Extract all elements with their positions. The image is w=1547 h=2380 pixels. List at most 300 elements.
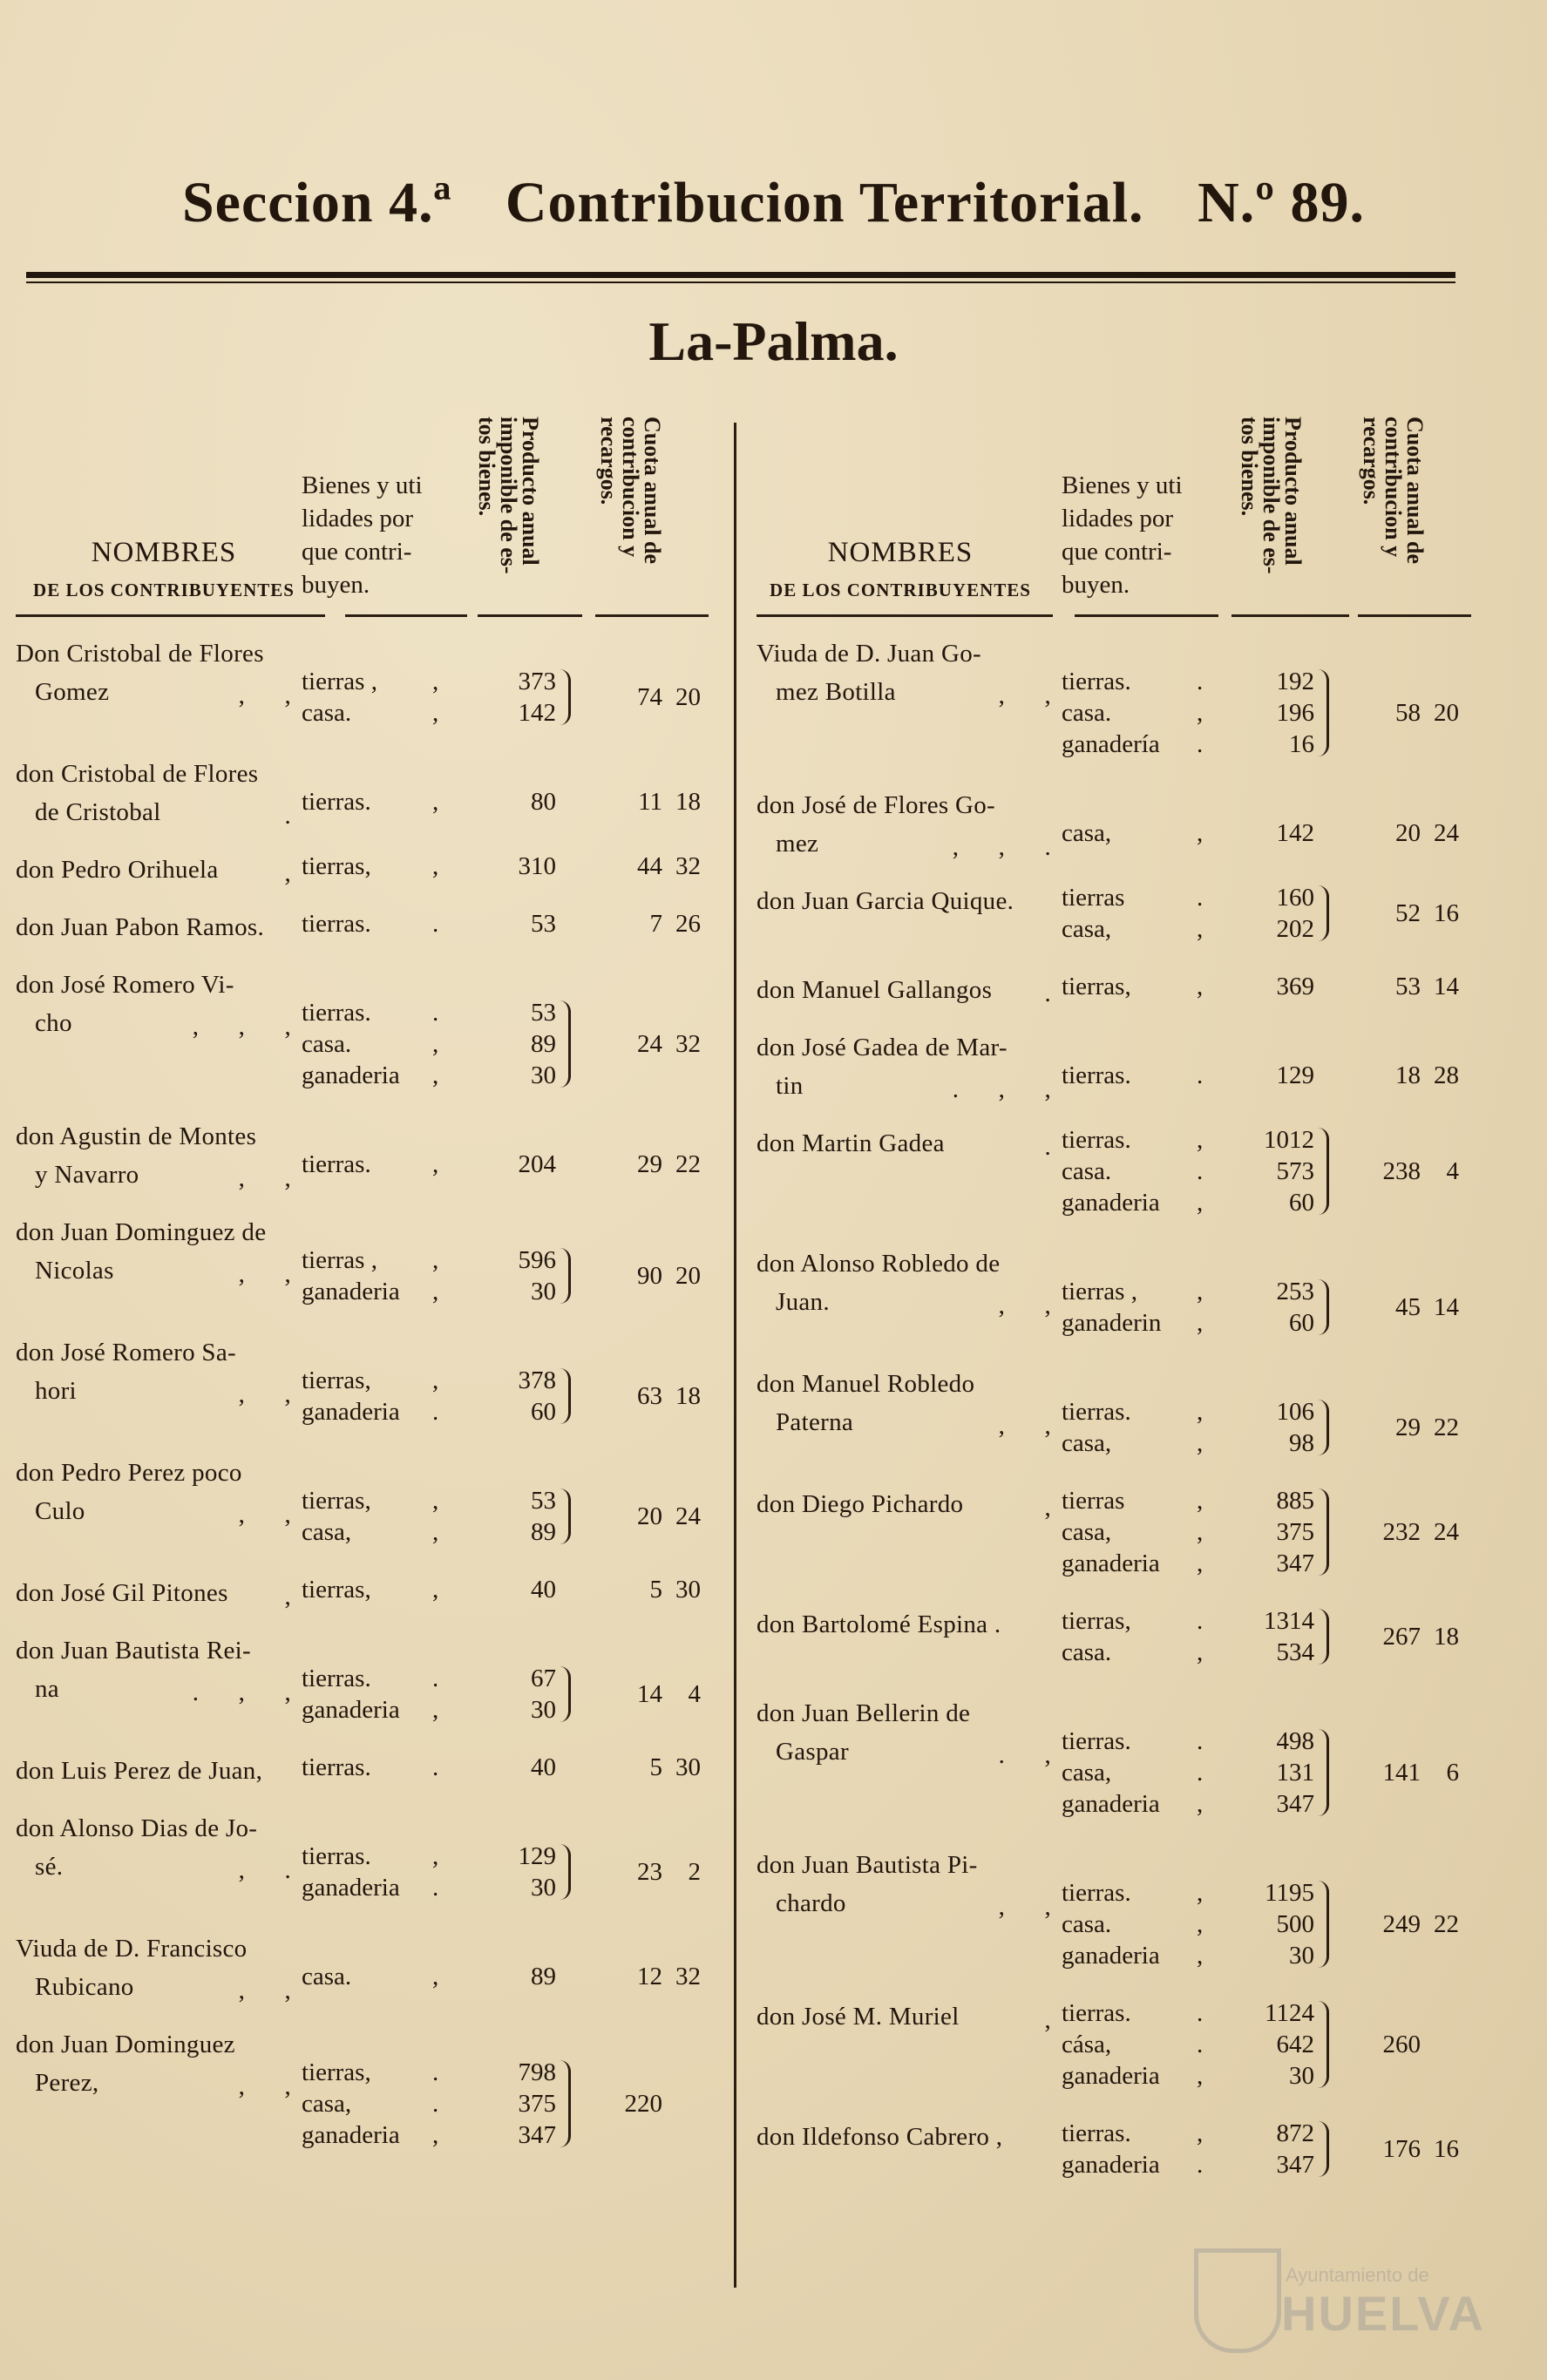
property-row [1062,1909,1314,1940]
property-type: tierras , [1062,1278,1137,1305]
property-punctuation: , [1197,2119,1204,2147]
header-bienes [1062,469,1183,601]
property-list [302,666,556,729]
property-row [1062,1156,1314,1187]
property-row [1062,1940,1314,1971]
contributor-name-line: Viuda de D. Juan Go- [757,640,981,668]
contributor-name-line: don Cristobal de Flores [16,760,259,788]
producto-value: 89 [531,1518,556,1546]
producto-value: 142 [1276,819,1314,847]
property-type: ganaderia [302,1278,400,1305]
contributor-name-line: don José Romero Sa- [16,1339,236,1366]
header-bienes-line: que contri- [1062,538,1172,566]
property-row [1062,1427,1314,1459]
property-list [302,1841,556,1903]
name-punctuation: , , [238,1260,291,1288]
contributor-entry [757,1598,1471,1687]
name-punctuation: , , [998,681,1051,709]
name-punctuation: . [284,802,291,830]
contributor-name [757,882,1051,920]
property-punctuation: . [1197,884,1204,912]
header-names-line1: NOMBRES [91,537,237,568]
producto-value: 53 [531,1487,556,1515]
header-producto: Producto anual imponible de es-tos bienes. [474,417,543,574]
property-row [302,1694,556,1726]
property-punctuation: , [1197,1309,1204,1337]
name-punctuation: , [1044,2006,1051,2034]
contributor-name-line: na [35,1675,59,1703]
name-punctuation: , , [998,1412,1051,1440]
property-type: casa. [1062,1910,1112,1938]
cuota-fraction: 32 [675,852,701,880]
property-row [302,786,556,817]
cuota-fraction: 4 [1446,1157,1459,1185]
property-list [302,1663,556,1726]
property-row [1062,817,1314,849]
property-row [1062,1726,1314,1757]
producto-value: 40 [531,1753,556,1781]
name-punctuation: . [1044,980,1051,1007]
cuota-units: 238 [1382,1157,1421,1185]
property-punctuation: , [432,1366,439,1394]
property-type: tierras. [1062,668,1131,695]
brace-bracket [560,1000,571,1088]
property-punctuation: , [432,788,439,816]
header-underline [345,614,467,617]
contributor-entry [757,1358,1471,1478]
contributor-entry [757,1839,1471,1990]
header-producto: Producto anual imponible de es-tos bienes. [1237,417,1306,574]
property-punctuation: , [1197,1126,1204,1154]
property-row [302,1276,556,1307]
producto-value: 196 [1276,699,1314,727]
property-row [1062,1485,1314,1516]
name-punctuation: , [284,859,291,887]
property-row [302,1365,556,1396]
property-row [302,1396,556,1427]
cuota-units: 12 [637,1963,662,1990]
property-row [1062,1060,1314,1091]
cuota-fraction: 16 [1434,2135,1459,2163]
brace-bracket [1318,1488,1329,1576]
property-row [1062,2060,1314,2092]
property-punctuation: , [1197,2062,1204,2090]
contributor-entry [16,1326,713,1447]
contributor-entry [757,1117,1471,1237]
producto-value: 369 [1276,973,1314,1000]
producto-value: 347 [518,2121,556,2149]
producto-value: 67 [531,1665,556,1692]
property-row [1062,1788,1314,1820]
contributor-name-line: Don Cristobal de Flores [16,640,264,668]
property-row [1062,2029,1314,2060]
contributor-name [16,1752,291,1790]
property-list [1062,1124,1314,1218]
contributor-entry [16,1206,713,1326]
producto-value: 98 [1289,1429,1314,1457]
contributor-entry [757,1021,1471,1117]
cuota-units: 5 [649,1753,662,1781]
name-punctuation: , [1044,1494,1051,1522]
property-list [302,2057,556,2151]
contributor-name-line: Paterna [776,1408,854,1436]
header-names [16,537,312,601]
cuota-value [638,786,701,817]
producto-value: 129 [518,1842,556,1870]
property-punctuation: . [432,1874,439,1902]
contributor-name-line: Culo [35,1497,85,1525]
cuota-units: 74 [637,683,662,711]
brace-bracket [560,1368,571,1424]
contributor-entry [757,779,1471,875]
property-row [1062,1637,1314,1668]
cuota-units: 220 [624,2090,662,2118]
cuota-value [650,1752,702,1783]
property-list [1062,1726,1314,1820]
producto-value: 60 [1289,1189,1314,1217]
producto-value: 160 [1276,884,1314,912]
contributor-name [757,1605,1051,1644]
header-bienes-line: lidades por [302,505,414,532]
cuota-value [637,1501,701,1532]
property-punctuation: . [1197,1999,1204,2027]
contributor-name [757,1997,1051,2036]
cuota-value [637,851,701,882]
header-rule-thin [26,281,1455,283]
property-punctuation: . [1197,1759,1204,1787]
contributor-name-line: don José Gadea de Mar- [757,1034,1008,1061]
producto-value: 204 [518,1150,556,1178]
contributor-name-line: de Cristobal [35,798,161,826]
name-punctuation: , , [998,1893,1051,1921]
producto-value: 498 [1276,1727,1314,1755]
property-punctuation: . [1197,1727,1204,1755]
property-punctuation: . [1197,2031,1204,2058]
producto-value: 596 [518,1246,556,1274]
property-punctuation: , [1197,1942,1204,1970]
property-punctuation: , [432,1278,439,1305]
name-punctuation: , , [238,1164,291,1192]
property-list [1062,882,1314,945]
property-punctuation: , [1197,1549,1204,1577]
property-list [302,1365,556,1427]
cuota-fraction: 14 [1434,1293,1459,1321]
name-punctuation: , , [238,681,291,709]
property-type: tierras. [1062,1727,1131,1755]
contributor-name-line: Perez, [35,2069,99,2097]
cuota-fraction: 14 [1434,973,1459,1000]
producto-value: 347 [1276,1549,1314,1577]
property-punctuation: . [432,2090,439,2118]
contributor-entry [757,1990,1471,2111]
contributor-entry [757,627,1471,779]
property-type: casa, [302,1518,352,1546]
brace-bracket [1318,2001,1329,2088]
cuota-fraction: 18 [1434,1623,1459,1651]
property-type: ganaderia [1062,2062,1160,2090]
contributor-name [757,786,1051,863]
producto-value: 1012 [1264,1126,1314,1154]
property-row [302,908,556,939]
contributor-name [16,908,291,946]
producto-value: 573 [1276,1157,1314,1185]
cuota-value [1383,2133,1460,2165]
cuota-units: 58 [1395,699,1421,727]
producto-value: 16 [1289,730,1314,758]
property-row [1062,697,1314,729]
contributor-name-line: don José Romero Vi- [16,971,234,999]
brace-bracket [1318,1729,1329,1816]
property-punctuation: . [1197,1157,1204,1185]
property-type: tierras , [302,668,377,695]
cuota-fraction: 32 [675,1030,701,1058]
property-row [302,1663,556,1694]
property-row [1062,2149,1314,2180]
property-row [302,1060,556,1091]
brace-bracket [1318,885,1329,941]
property-punctuation: , [1197,819,1204,847]
property-type: ganaderia [302,2121,400,2149]
property-row [1062,1276,1314,1307]
property-type: casa. [302,699,352,727]
property-punctuation: , [432,1061,439,1089]
name-punctuation: , , [238,1501,291,1529]
producto-value: 30 [531,1061,556,1089]
property-punctuation: . [1197,730,1204,758]
producto-value: 1195 [1265,1879,1314,1907]
producto-value: 500 [1276,1910,1314,1938]
property-row [302,697,556,729]
property-list [302,908,556,939]
property-list [302,1574,556,1605]
property-punctuation: , [1197,1879,1204,1907]
property-punctuation: , [1197,1790,1204,1818]
producto-value: 798 [518,2058,556,2086]
property-list [1062,1396,1314,1459]
property-row [1062,1307,1314,1339]
property-type: tierras, [1062,973,1131,1000]
coat-of-arms-icon [1194,2248,1281,2353]
cuota-units: 176 [1382,2135,1421,2163]
cuota-value [637,1678,701,1710]
contributor-name [757,971,1051,1009]
property-list [302,1244,556,1307]
property-type: ganaderia [302,1874,400,1902]
property-type: casa, [1062,1518,1112,1546]
cuota-value [1383,1156,1460,1187]
name-punctuation: . , , [192,1678,291,1706]
property-type: casa, [1062,915,1112,943]
cuota-units: 18 [1395,1061,1421,1089]
property-row [1062,729,1314,760]
producto-value: 30 [531,1696,556,1724]
producto-value: 30 [1289,2062,1314,2090]
producto-value: 129 [1276,1061,1314,1089]
cuota-fraction: 20 [675,683,701,711]
cuota-value [1383,1757,1460,1788]
contributor-name-line: don Diego Pichardo [757,1490,964,1518]
contributor-name [757,1846,1051,1922]
property-list [1062,1997,1314,2092]
contributor-name [757,1694,1051,1771]
contributor-name-line: don Juan Dominguez de [16,1218,267,1246]
contributor-name [16,634,291,711]
property-punctuation: . [432,999,439,1027]
cuota-value [637,681,701,713]
header-bienes-line: buyen. [1062,571,1130,599]
property-row [302,1574,556,1605]
property-punctuation: , [432,1246,439,1274]
header-bienes-line: lidades por [1062,505,1174,532]
cuota-units: 11 [638,788,662,816]
cuota-fraction: 24 [675,1502,701,1530]
header-names-line2: DE LOS CONTRIBUYENTES [33,580,295,600]
contributor-entry [16,2018,713,2170]
property-type: ganaderia [1062,2151,1160,2179]
cuota-units: 249 [1382,1910,1421,1938]
property-punctuation: , [1197,1487,1204,1515]
property-row [302,666,556,697]
property-type: tierras [1062,884,1125,912]
brace-bracket [1318,1400,1329,1455]
property-row [302,1244,556,1276]
contributor-name-line: Juan. [776,1288,830,1316]
cuota-value [1395,1060,1459,1091]
property-list [1062,666,1314,760]
property-list [302,1149,556,1180]
brace-bracket [1318,669,1329,756]
property-punctuation: , [1197,1910,1204,1938]
cuota-units: 20 [1395,819,1421,847]
contributor-name [757,634,1051,711]
contributor-name [16,1809,291,1886]
contributor-name-line: don Juan Pabon Ramos. [16,913,265,941]
property-row [1062,2118,1314,2149]
town-title: La-Palma. [648,310,899,372]
contributor-list [757,627,1471,2200]
cuota-value [637,1260,701,1292]
contributor-name [16,1574,291,1612]
property-type: tierras. [302,999,371,1027]
property-row [302,2057,556,2088]
contributor-name-line: chardo [776,1889,846,1917]
cuota-fraction: 6 [1446,1759,1459,1787]
contributor-entry [757,1687,1471,1839]
contributor-entry [16,1624,713,1745]
contributor-name-line: don Juan Dominguez [16,2031,235,2058]
producto-value: 106 [1276,1398,1314,1426]
contributor-name [16,755,291,831]
property-punctuation: , [432,1842,439,1870]
name-punctuation: . [1044,1133,1051,1161]
cuota-value [625,2088,702,2119]
property-punctuation: . [432,910,439,938]
cuota-units: 90 [637,1262,662,1290]
name-punctuation: , , [238,1380,291,1408]
cuota-value [650,908,702,939]
cuota-fraction: 30 [675,1753,701,1781]
contributor-name [16,1213,291,1290]
contributor-name [16,1333,291,1410]
property-type: tierras, [302,1487,371,1515]
producto-value: 53 [531,910,556,938]
cuota-value [637,1380,701,1412]
property-type: ganaderia [302,1061,400,1089]
cuota-fraction: 28 [1434,1061,1459,1089]
cuota-value [637,1028,701,1060]
cuota-value [1395,817,1459,849]
property-type: tierras. [302,1842,371,1870]
property-type: tierras. [1062,2119,1131,2147]
contributor-name-line: Gomez [35,678,110,706]
brace-bracket [560,1488,571,1544]
property-punctuation: , [1197,1638,1204,1666]
header-bienes-line: que contri- [302,538,412,566]
cuota-units: 267 [1382,1623,1421,1651]
name-punctuation: . , [998,1741,1051,1769]
property-row [302,2088,556,2119]
contributor-entry [757,2111,1471,2200]
property-punctuation: , [432,668,439,695]
contributor-name [16,1117,291,1194]
contributor-name-line: don Alonso Dias de Jo- [16,1814,258,1842]
producto-value: 131 [1276,1759,1314,1787]
contributor-entry [16,1745,713,1802]
header-bienes-line: Bienes y uti [1062,471,1183,499]
table-header [757,410,1471,627]
property-type: ganaderin [1062,1309,1162,1337]
property-type: casa. [302,1030,352,1058]
stamp-line2: HUELVA [1281,2286,1485,2341]
header-bienes-line: buyen. [302,571,370,599]
header-bienes [302,469,423,601]
cuota-fraction: 16 [1434,899,1459,927]
cuota-fraction: 18 [675,788,701,816]
contributor-name [16,1454,291,1530]
cuota-units: 29 [1395,1414,1421,1441]
contributor-name-line: sé. [35,1853,64,1881]
contributor-name-line: don Juan Bautista Rei- [16,1637,251,1665]
contributor-name-line: mez [776,830,819,858]
contributor-entry [16,1110,713,1206]
contributor-name [757,1244,1051,1321]
name-punctuation: , [284,1583,291,1610]
header-cuota: Cuota anual de contribucion y recargos. [596,417,665,565]
brace-bracket [1318,1881,1329,1968]
property-row [302,1961,556,1992]
cuota-value [1383,1909,1460,1940]
property-punctuation: , [1197,1518,1204,1546]
contributor-entry [16,748,713,844]
property-type: tierras, [302,852,371,880]
cuota-units: 52 [1395,899,1421,927]
property-type: casa. [1062,1638,1112,1666]
contributor-name-line: don Juan Bautista Pi- [757,1851,978,1879]
cuota-units: 23 [637,1858,662,1886]
property-row [302,1149,556,1180]
cuota-fraction: 22 [675,1150,701,1178]
brace-bracket [1318,1279,1329,1335]
header-number: N.º 89. [1198,171,1366,234]
contributor-name-line: don Luis Perez de Juan, [16,1757,263,1785]
property-punctuation: . [1197,668,1204,695]
name-punctuation: , , [238,1977,291,2004]
header-underline [1358,614,1471,617]
property-row [302,851,556,882]
property-list [1062,2118,1314,2180]
name-punctuation: , , . [952,833,1051,861]
header-underline [1231,614,1349,617]
